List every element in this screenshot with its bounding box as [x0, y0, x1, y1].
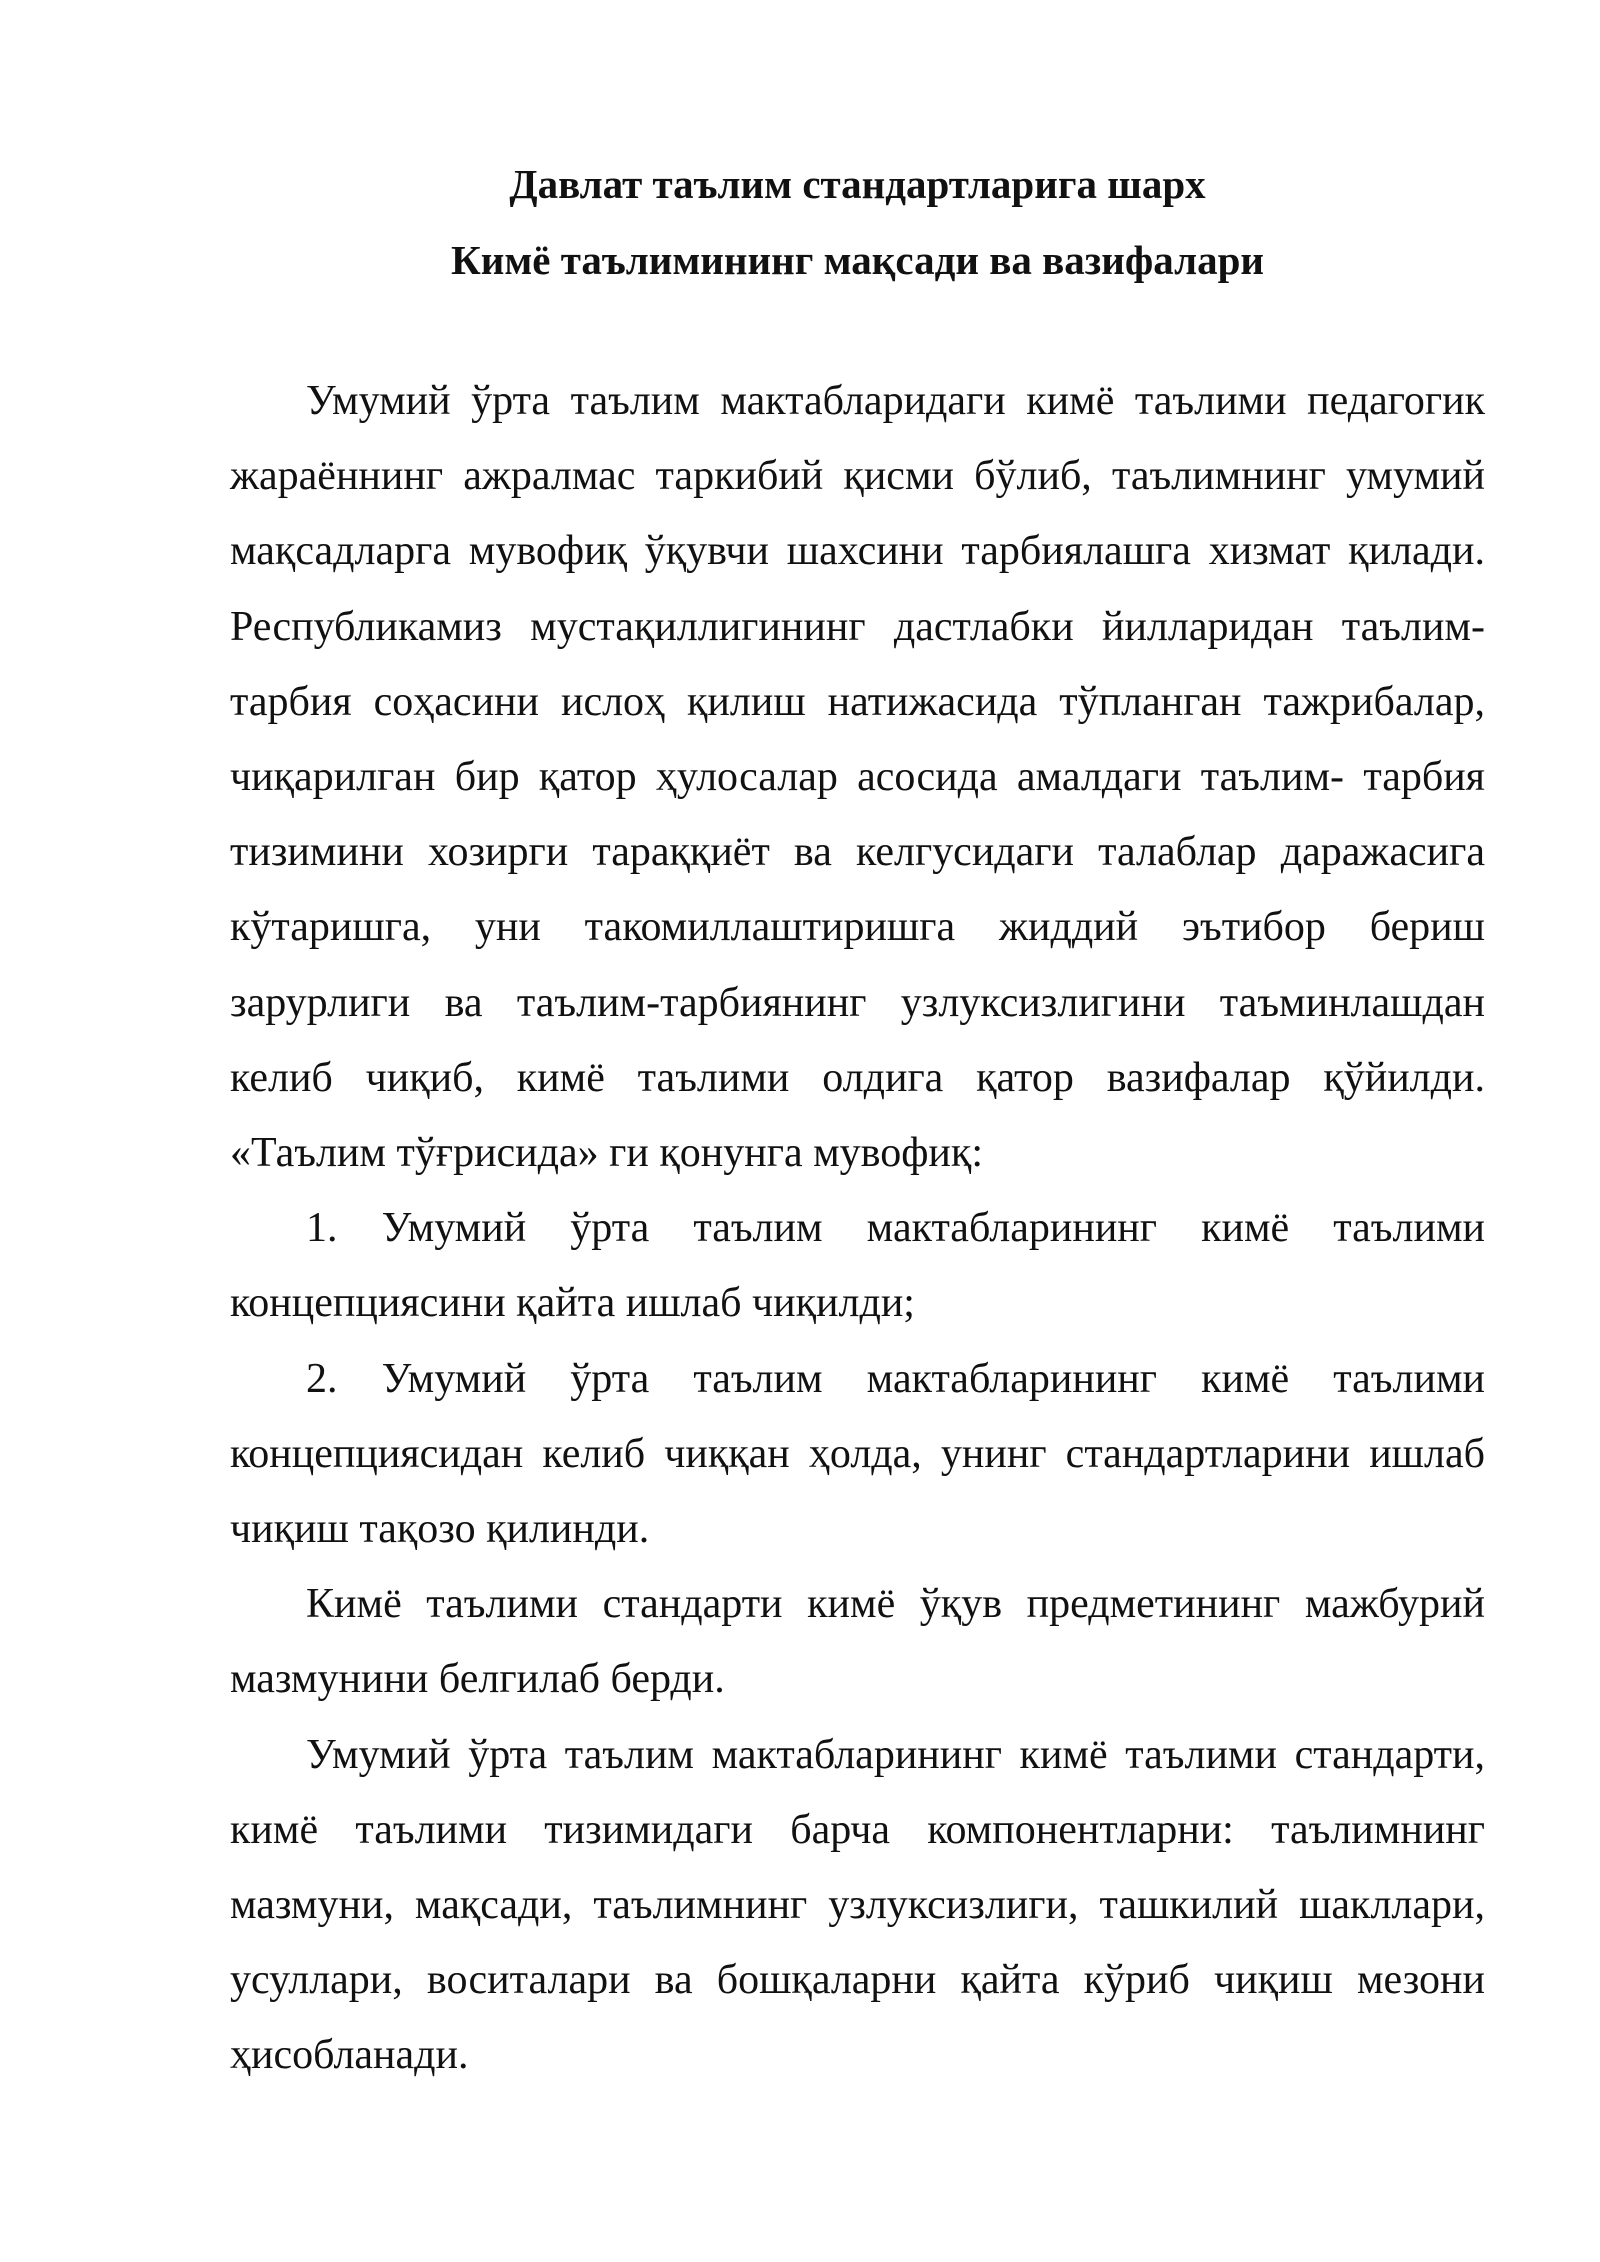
- list-number: 1.: [306, 1205, 338, 1252]
- paragraph-intro: Умумий ўрта таълим мактабларидаги кимё таълими педагогик жараённинг ажралмас таркибий қисми бўлиб, таълимнинг умумий мақсадларга мувофиқ ўқувчи шахсини тарбиялашга хизмат қилади. Республикамиз мустақиллигининг дастлабки йилларидан таълим-тарбия соҳасини ислоҳ қилиш натижасида тўпланган тажрибалар, чиқарилган бир қатор ҳулосалар асосида амалдаги таълим- тарбия тизимини хозирги тараққиёт ва келгусидаги талаблар даражасига кўтаришга, уни такомиллаштиришга жиддий эътибор бериш зарурлиги ва таълим-тарбиянинг узлуксизлигини таъминлашдан келиб чиқиб, кимё таълими олдига қатор вазифалар қўйилди. «Таълим тўғрисида» ги қонунга мувофиқ:: [230, 378, 1485, 1177]
- paragraph-criteria: Умумий ўрта таълим мактабларининг кимё таълими стандарти, кимё таълими тизимидаги барча компонентларни: таълимнинг мазмуни, мақсади, таълимнинг узлуксизлиги, ташкилий шакллари, усуллари, воситалари ва бошқаларни қайта кўриб чиқиш мезони ҳисобланади.: [230, 1731, 1485, 2079]
- paragraph-standard: Кимё таълими стандарти кимё ўқув предметининг мажбурий мазмунини белгилаб берди.: [230, 1581, 1485, 1703]
- title-line-2: Кимё таълимининг мақсади ва вазифалари: [450, 237, 1265, 283]
- list-item-text: Умумий ўрта таълим мактабларининг кимё таълими концепциясидан келиб чиққан ҳолда, унинг стандартларини ишлаб чиқиш тақозо қилинди.: [230, 1355, 1486, 1553]
- document-title: [230, 146, 1485, 298]
- list-item-1: [230, 1191, 1485, 1341]
- document-body: [230, 364, 1485, 2094]
- list-item-2: [230, 1342, 1485, 1568]
- title-line-1: Давлат таълим стандартларига шарх: [509, 161, 1206, 207]
- list-number: 2.: [306, 1355, 338, 1402]
- list-item-text: Умумий ўрта таълим мактабларининг кимё таълими концепциясини қайта ишлаб чиқилди;: [230, 1205, 1486, 1327]
